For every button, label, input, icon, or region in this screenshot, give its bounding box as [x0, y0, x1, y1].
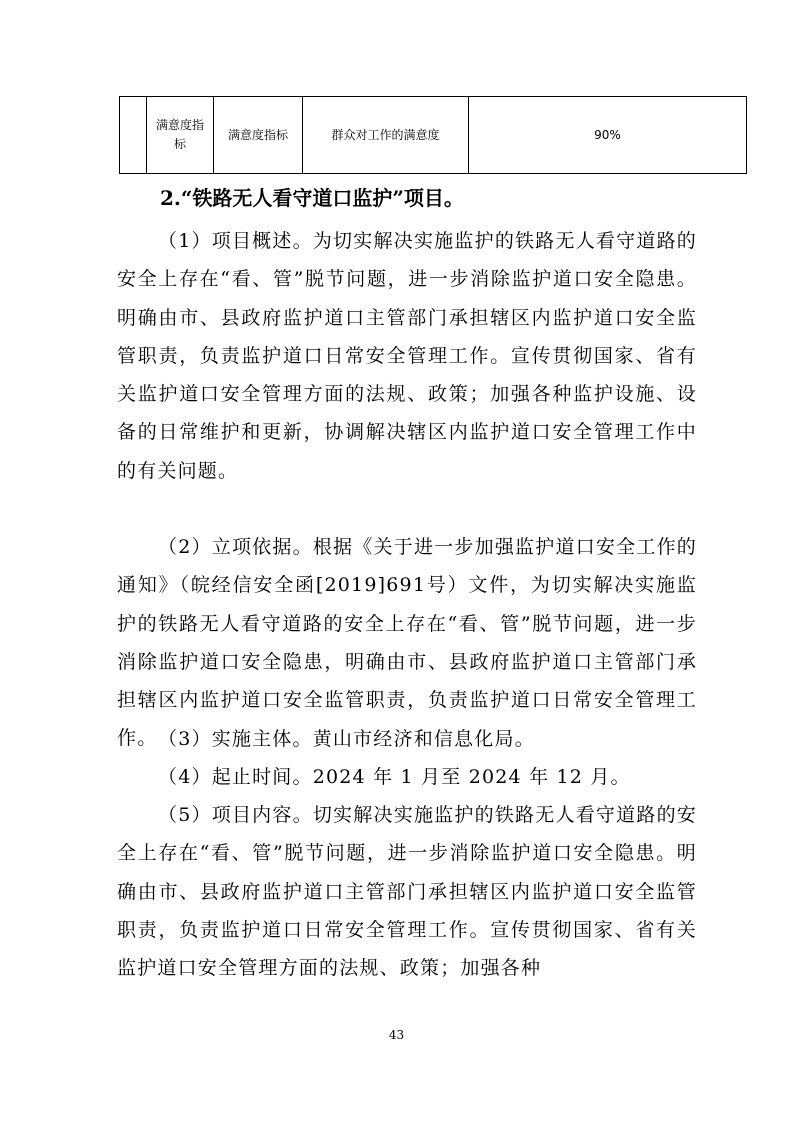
- level1-indicator-cell: [120, 97, 147, 174]
- paragraph-basis: （2）立项依据。根据《关于进一步加强监护道口安全工作的通知》（皖经信安全函[2019]691号）文件，为切实解决实施监护的铁路无人看守道路的安全上存在“看、管”脱节问题，进一步消除监护道口安全隐患，明确由市、县政府监护道口主管部门承担辖区内监护道口安全监管职责，负责监护道口日常安全管理工作。: [117, 536, 697, 750]
- page-number: 43: [388, 1028, 405, 1042]
- level2-indicator-cell: 满意度指标: [147, 97, 214, 174]
- indicator-value-cell: 90%: [469, 97, 747, 174]
- paragraph-entity: （3）实施主体。黄山市经济和信息化局。: [158, 728, 535, 750]
- paragraph-period: （4）起止时间。2024 年 1 月至 2024 年 12 月。: [158, 766, 631, 788]
- table-row: [120, 97, 747, 174]
- paragraph-overview: （1）项目概述。为切实解决实施监护的铁路无人看守道路的安全上存在“看、管”脱节问题，进一步消除监护道口安全隐患。明确由市、县政府监护道口主管部门承担辖区内监护道口安全监管职责，负责监护道口日常安全管理工作。宣传贯彻国家、省有关监护道口安全管理方面的法规、政策；加强各种监护设施、设备的日常维护和更新，协调解决辖区内监护道口安全管理工作中的有关问题。: [117, 230, 697, 482]
- section-heading: 2.“铁路无人看守道口监护”项目。: [160, 186, 464, 210]
- performance-indicator-table: [119, 96, 747, 174]
- indicator-name-cell: 群众对工作的满意度: [303, 97, 469, 174]
- level3-indicator-cell: 满意度指标: [214, 97, 303, 174]
- paragraph-content: （5）项目内容。切实解决实施监护的铁路无人看守道路的安全上存在“看、管”脱节问题，进一步消除监护道口安全隐患。明确由市、县政府监护道口主管部门承担辖区内监护道口安全监管职责，负责监护道口日常安全管理工作。宣传贯彻国家、省有关监护道口安全管理方面的法规、政策；加强各种: [117, 804, 697, 980]
